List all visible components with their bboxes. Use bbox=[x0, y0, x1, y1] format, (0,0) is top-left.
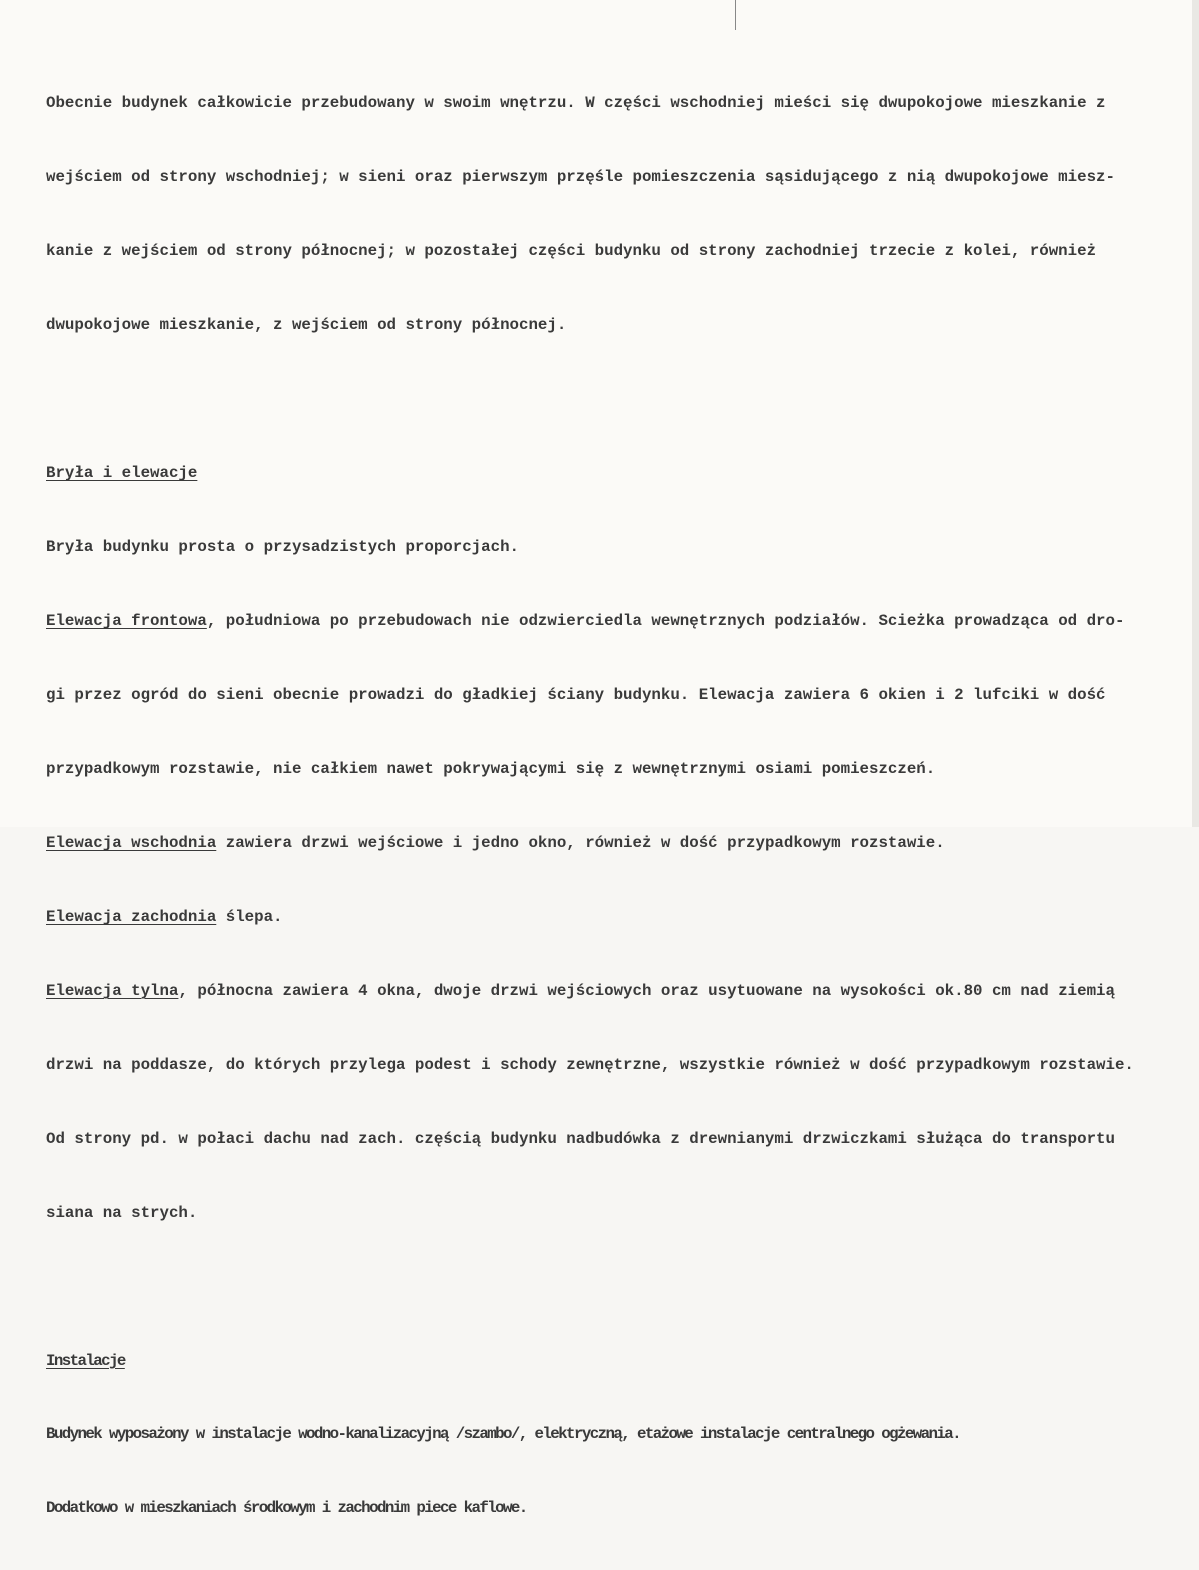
text-line: gi przez ogród do sieni obecnie prowadzi do gładkiej ściany budynku. Elewacja zawiera 6 okien i 2 lufciki w dość bbox=[46, 685, 1106, 704]
intro-line: wejściem od strony wschodniej; w sieni oraz pierwszym przęśle pomieszczenia sąsidującego z nią dwupokojowe miesz- bbox=[46, 168, 1115, 187]
rear-elevation-text: , północna zawiera 4 okna, dwoje drzwi wejściowych oraz usytuowane na wysokości ok.80 cm nad ziemią bbox=[178, 981, 1115, 1000]
text-line bbox=[46, 979, 1134, 1004]
text-line bbox=[46, 831, 1134, 856]
section-heading-bryla bbox=[46, 461, 1134, 486]
front-elevation-label: Elewacja frontowa bbox=[46, 611, 207, 630]
text-line: Od strony pd. w połaci dachu nad zach. częścią budynku nadbudówka z drewnianymi drzwiczkami służąca do transportu bbox=[46, 1129, 1115, 1148]
section-heading-instalacje bbox=[46, 1349, 1134, 1374]
intro-line: Obecnie budynek całkowicie przebudowany w swoim wnętrzu. W części wschodniej mieści się dwupokojowe mieszkanie z bbox=[46, 94, 1106, 113]
text-line bbox=[46, 905, 1134, 930]
text-line bbox=[46, 609, 1134, 634]
text-line: Dodatkowo w mieszkaniach środkowym i zachodnim piece kaflowe. bbox=[46, 1499, 527, 1518]
rear-elevation-label: Elewacja tylna bbox=[46, 981, 179, 1000]
blank-line bbox=[46, 1275, 1134, 1300]
text-line: przypadkowym rozstawie, nie całkiem nawet pokrywającymi się z wewnętrznymi osiami pomieszczeń. bbox=[46, 759, 936, 778]
heading-text: Instalacje bbox=[46, 1351, 125, 1370]
heading-text: Bryła i elewacje bbox=[46, 464, 198, 483]
typewritten-text bbox=[46, 42, 1134, 1570]
blank-line bbox=[46, 387, 1134, 412]
text-line: Budynek wyposażony w instalacje wodno-kanalizacyjną /szambo/, elektryczną, etażowe instalacje centralnego ogżewania. bbox=[46, 1425, 961, 1444]
west-elevation-label: Elewacja zachodnia bbox=[46, 907, 217, 926]
page-edge bbox=[1192, 0, 1199, 827]
east-elevation-label: Elewacja wschodnia bbox=[46, 833, 217, 852]
intro-line: dwupokojowe mieszkanie, z wejściem od strony północnej. bbox=[46, 316, 567, 335]
west-elevation-text: ślepa. bbox=[216, 907, 283, 926]
east-elevation-text: zawiera drzwi wejściowe i jedno okno, również w dość przypadkowym rozstawie. bbox=[216, 833, 945, 852]
text-line: Bryła budynku prosta o przysadzistych proporcjach. bbox=[46, 538, 519, 557]
text-line: siana na strych. bbox=[46, 1203, 198, 1222]
text-line: drzwi na poddasze, do których przylega podest i schody zewnętrzne, wszystkie również w dość przypadkowym rozstawie. bbox=[46, 1055, 1134, 1074]
front-elevation-text: , południowa po przebudowach nie odzwierciedla wewnętrznych podziałów. Scieżka prowadząca od dro- bbox=[206, 611, 1125, 630]
intro-line: kanie z wejściem od strony północnej; w pozostałej części budynku od strony zachodniej trzecie z kolei, również bbox=[46, 242, 1097, 261]
scan-mark bbox=[735, 0, 736, 30]
